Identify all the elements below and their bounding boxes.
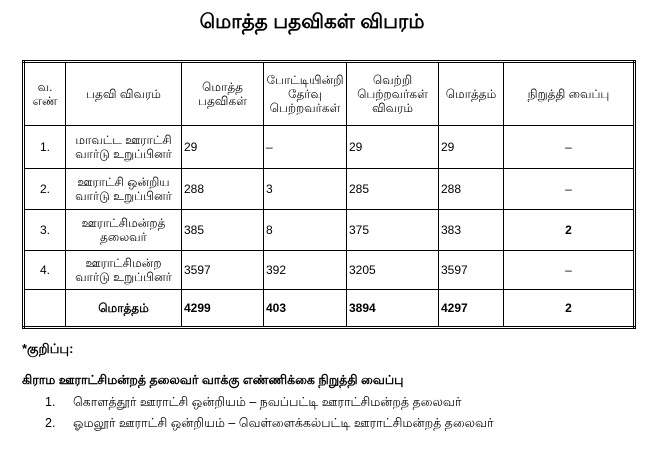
header-line: பதவிகள் [198, 94, 247, 108]
page-title: மொத்த பதவிகள் விபரம் [199, 11, 425, 33]
header-elected-unopposed [264, 62, 347, 126]
cell-total-posts: 29 [182, 126, 264, 169]
post-line: வார்டு உறுப்பினர் [75, 270, 172, 284]
header-total-posts [182, 62, 264, 126]
cell-winners: 29 [347, 126, 439, 169]
header-line: விவரம் [372, 101, 413, 115]
header-withheld [504, 62, 635, 126]
cell-post [66, 251, 182, 290]
cell-withheld: – [504, 251, 635, 290]
header-line: மொத்தம் [445, 87, 497, 101]
table-row [24, 169, 635, 210]
cell-unopposed: 3 [264, 169, 347, 210]
cell-total: 3597 [439, 251, 504, 290]
post-line: ஊராட்சிமன்றத் [81, 216, 166, 230]
note-heading: *குறிப்பு: [22, 341, 74, 356]
totals-row [24, 290, 635, 328]
note-item-text: கொளத்தூர் ஊராட்சி ஒன்றியம் – நவப்பட்டி ஊராட்சிமன்றத் தலைவர் [73, 395, 462, 409]
cell-total-posts: 385 [182, 210, 264, 251]
note-subheading: கிராம ஊராட்சிமன்றத் தலைவர் வாக்கு எண்ணிக்கை நிறுத்தி வைப்பு [22, 373, 404, 387]
header-line: தேர்வு [287, 87, 323, 101]
cell-unopposed: 392 [264, 251, 347, 290]
note-list-item [45, 394, 461, 411]
table-row [24, 210, 635, 251]
post-line: ஊராட்சிமன்ற [85, 256, 162, 270]
cell-winners: 375 [347, 210, 439, 251]
header-post-details [66, 62, 182, 126]
totals-total: 4297 [439, 290, 504, 328]
cell-total: 29 [439, 126, 504, 169]
cell-post [66, 126, 182, 169]
note-item-number: 1. [45, 395, 56, 409]
header-line: வ. [37, 80, 53, 94]
table-row [24, 126, 635, 169]
cell-serial: 1. [24, 126, 66, 169]
cell-total-posts: 3597 [182, 251, 264, 290]
note-item-number: 2. [45, 416, 56, 430]
post-line: ஊராட்சி ஒன்றிய [77, 175, 170, 189]
post-line: வார்டு உறுப்பினர் [75, 189, 172, 203]
header-total [439, 62, 504, 126]
cell-post [66, 210, 182, 251]
totals-label: மொத்தம் [66, 290, 182, 328]
totals-withheld: 2 [504, 290, 635, 328]
cell-winners: 3205 [347, 251, 439, 290]
cell-withheld: – [504, 126, 635, 169]
cell-withheld: 2 [504, 210, 635, 251]
table-header-row [24, 62, 635, 126]
header-line: மொத்த [202, 80, 243, 94]
header-line: வெற்றி [372, 73, 413, 87]
note-item-text: ஓமலூர் ஊராட்சி ஒன்றியம் – வெள்ளைக்கல்பட்டி ஊராட்சிமன்றத் தலைவர் [73, 416, 494, 430]
cell-serial: 4. [24, 251, 66, 290]
posts-summary-table [22, 60, 636, 329]
header-line: பெற்றவர்கள் [357, 87, 428, 101]
cell-serial: 2. [24, 169, 66, 210]
cell-post [66, 169, 182, 210]
header-serial-number [24, 62, 66, 126]
header-line: பதவி விவரம் [86, 87, 161, 101]
cell-serial: 3. [24, 210, 66, 251]
cell-total-posts: 288 [182, 169, 264, 210]
cell-total: 383 [439, 210, 504, 251]
header-line: நிறுத்தி வைப்பு [527, 87, 610, 101]
header-line: பெற்றவர்கள் [269, 101, 341, 115]
header-line: போட்டியின்றி [266, 73, 344, 87]
cell-withheld: – [504, 169, 635, 210]
cell-serial-empty [24, 290, 66, 328]
totals-winners: 3894 [347, 290, 439, 328]
cell-total: 288 [439, 169, 504, 210]
cell-winners: 285 [347, 169, 439, 210]
header-line: எண் [32, 94, 58, 108]
table-row [24, 251, 635, 290]
header-winners-details [347, 62, 439, 126]
post-line: வார்டு உறுப்பினர் [75, 147, 172, 161]
totals-unopposed: 403 [264, 290, 347, 328]
note-list-item [45, 415, 494, 432]
post-line: மாவட்ட ஊராட்சி [75, 133, 172, 147]
cell-unopposed: – [264, 126, 347, 169]
post-line: தலைவர் [100, 230, 147, 244]
cell-unopposed: 8 [264, 210, 347, 251]
totals-total-posts: 4299 [182, 290, 264, 328]
